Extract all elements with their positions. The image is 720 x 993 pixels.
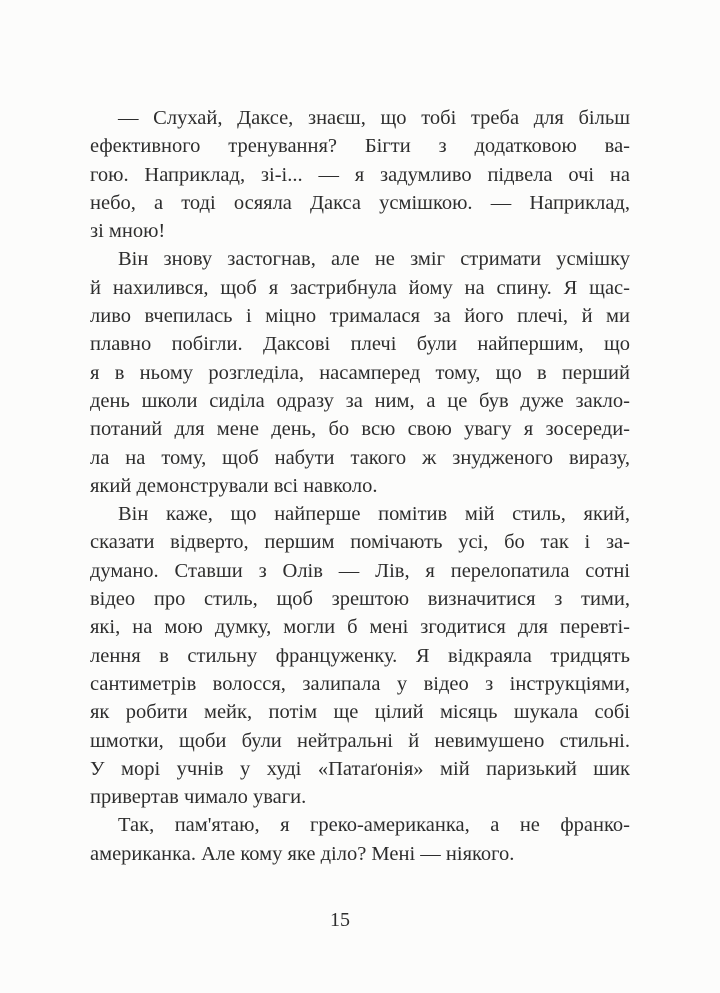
text-line: плавно побігли. Даксові плечі були найпершим, що <box>90 333 630 356</box>
text-line: сантиметрів волосся, залипала у відео з інструкціями, <box>90 672 630 695</box>
text-line: зі мною! <box>90 220 166 243</box>
paragraph <box>90 245 630 500</box>
text-line: небо, а тоді осяяла Дакса усмішкою. — Наприклад, <box>90 191 630 214</box>
text-line: відео про стиль, щоб зрештою визначитися з тими, <box>90 588 630 611</box>
text-line: який демонстрували всі навколо. <box>90 474 378 497</box>
paragraph <box>90 811 630 868</box>
text-line: думано. Ставши з Олів — Лів, я перелопатила сотні <box>90 559 630 582</box>
text-line: які, на мою думку, могли б мені згодитися для перевті- <box>90 616 630 639</box>
text-line: лення в стильну француженку. Я відкраяла тридцять <box>90 644 630 667</box>
text-line: Так, пам'ятаю, я греко-американка, а не франко- <box>118 814 630 837</box>
text-line: Він знову застогнав, але не зміг стримати усмішку <box>118 248 630 271</box>
text-line: потаний для мене день, бо всю свою увагу я зосереди- <box>90 418 630 441</box>
paragraph <box>90 104 630 245</box>
text-line: американка. Але кому яке діло? Мені — ніякого. <box>90 842 515 865</box>
text-line: шмотки, щоби були нейтральні й невимушено стильні. <box>90 729 630 752</box>
text-line: я в ньому розгледіла, насамперед тому, що в перший <box>90 361 630 384</box>
text-line: як робити мейк, потім ще цілий місяць шукала собі <box>90 701 630 724</box>
text-block <box>90 104 630 868</box>
text-line: ливо вчепилась і міцно трималася за його плечі, й ми <box>90 305 630 328</box>
text-line: — Слухай, Даксе, знаєш, що тобі треба для більш <box>118 107 630 129</box>
text-line: Він каже, що найперше помітив мій стиль, який, <box>118 503 630 526</box>
text-line: ефективного тренування? Бігти з додатковою ва- <box>90 135 630 158</box>
text-line: день школи сиділа одразу за ним, а це був дуже закло- <box>90 389 630 412</box>
page-number: 15 <box>330 909 350 931</box>
text-line: сказати відверто, першим помічають усі, бо так і за- <box>90 531 630 554</box>
text-line: гою. Наприклад, зі-і... — я задумливо підвела очі на <box>90 163 630 186</box>
text-line: привертав чимало уваги. <box>90 786 307 809</box>
text-line: ла на тому, щоб набути такого ж знудженого виразу, <box>90 446 630 469</box>
text-line: й нахилився, щоб я застрибнула йому на спину. Я щас- <box>90 276 630 299</box>
text-line: У морі учнів у худі «Патаґонія» мій паризький шик <box>90 757 630 780</box>
paragraph <box>90 500 630 811</box>
